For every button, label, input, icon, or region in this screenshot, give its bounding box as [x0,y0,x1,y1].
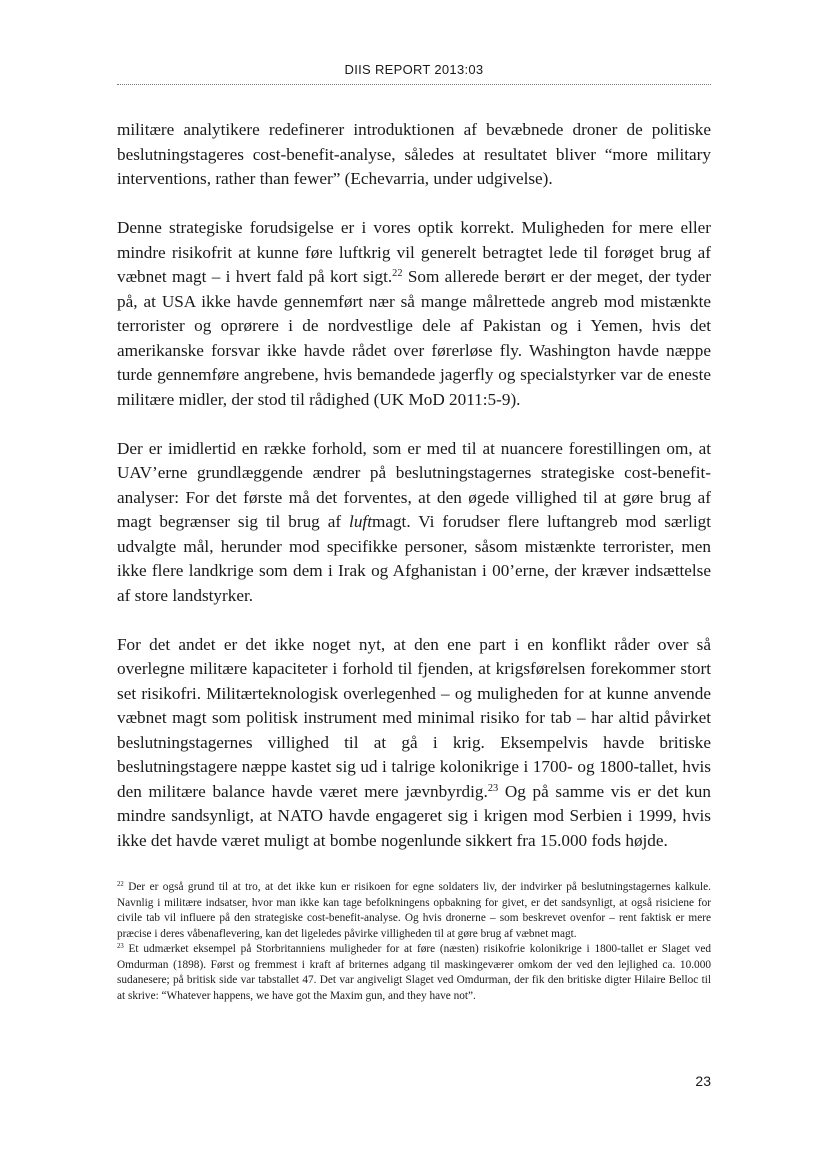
footnote-number-22: 22 [117,880,124,888]
header-dotted-rule [117,84,711,85]
footnote-22 [117,880,711,942]
paragraph-3-part-1: Der er imidlertid en række forhold, som er med til at nuancere forestillingen om, at UAV’erne grundlæggende ændrer på beslutningstagernes strategiske cost-benefit-analyser: For det første må det forventes, at den øgede villighed til at gøre brug af magt begrænser sig til brug af [117,438,711,531]
paragraph-4-part-1: For det andet er det ikke noget nyt, at den ene part i en konflikt råder over så overlegne militære kapaciteter i forhold til fjenden, at krigsførelsen forekommer stort set risikofri. Militærteknologisk overlegenhed – og muligheden for at kunne anvende væbnet magt som politisk instrument med minimal risiko for tab – har altid påvirket beslutningstagernes villighed til at gå i krig. Eksempelvis havde britiske beslutningstagere næppe kastet sig ud i talrige kolonikrige i 1700- og 1800-tallet, hvis den militære balance havde været mere jævnbyrdig. [117,634,711,801]
footnote-22-text: Der er også grund til at tro, at det ikke kun er risikoen for egne soldaters liv, der indvirker på beslutningstagernes kalkule. Navnlig i militære indsatser, hvor man ikke kan tage befolkningens opbakning for givet, er det sandsynligt, at også risiciene for civile tab vil influere på den strategiske cost-benefit-analyse. Og hvis dronerne – som beskrevet ovenfor – rent faktisk er mere præcise i deres våbenaflevering, kan det ligeledes påvirke villigheden til at gøre brug af væbnet magt. [117,881,711,940]
footnote-number-23: 23 [117,942,124,950]
footnote-23 [117,942,711,1004]
paragraph-1: militære analytikere redefinerer introduktionen af bevæbnede droner de politiske beslutningstageres cost-benefit-analyse, således at resultatet bliver “more military interventions, rather than fewer” (Echevarria, under udgivelse). [117,120,711,188]
footnote-ref-23[interactable]: 23 [487,782,499,794]
footnotes [117,880,711,1004]
paragraph-2 [117,216,711,412]
body-text [117,118,711,878]
paragraph-2-part-2: Som allerede berørt er der meget, der tyder på, at USA ikke havde gennemført nær så mange målrettede angreb mod mistænkte terrorister og oprørere i de nordvestlige dele af Pakistan og i Yemen, hvis det amerikanske forsvar ikke havde rådet over førerløse fly. Washington havde næppe turde gennemføre angrebene, hvis bemandede jagerfly og specialstyrker var de eneste militære midler, der stod til rådighed (UK MoD 2011:5-9). [117,267,711,409]
footnote-ref-22[interactable]: 22 [392,267,403,279]
footnote-23-text: Et udmærket eksempel på Storbritanniens muligheder for at føre (næsten) risikofrie kolonikrige i 1800-tallet er Slaget ved Omdurman (1898). Først og fremmest i kraft af briternes adgang til maskingeværer omkom der ved den lejlighed ca. 10.000 sudanesere; på britisk side var tabstallet 47. Det var angiveligt Slaget ved Omdurman, der fik den britiske digter Hilaire Belloc til at skrive: “Whatever happens, we have got the Maxim gun, and they have not”. [117,943,711,1002]
page-number: 23 [695,1073,711,1089]
running-header: DIIS REPORT 2013:03 [344,62,484,77]
paragraph-2-part-1: Denne strategiske forudsigelse er i vores optik korrekt. Muligheden for mere eller mindre risikofrit at kunne føre luftkrig vil generelt betragtet lede til forøget brug af væbnet magt – i hvert fald på kort sigt. [117,218,711,286]
paragraph-3-part-2: magt. Vi forudser flere luftangreb mod særligt udvalgte mål, herunder mod specifikke personer, såsom mistænkte terrorister, men ikke flere landkrige som dem i Irak og Afghanistan i 00’erne, der kræver indsættelse af store landstyrker. [117,512,711,605]
paragraph-4 [117,633,711,854]
emphasis-luft: luft [349,512,372,531]
paragraph-3 [117,437,711,609]
paragraph-4-part-2: Og på samme vis er det kun mindre sandsynligt, at NATO havde engageret sig i krigen mod Serbien i 1999, hvis ikke det havde været muligt at bombe nogenlunde sikkert fra 15.000 fods højde. [117,781,711,850]
